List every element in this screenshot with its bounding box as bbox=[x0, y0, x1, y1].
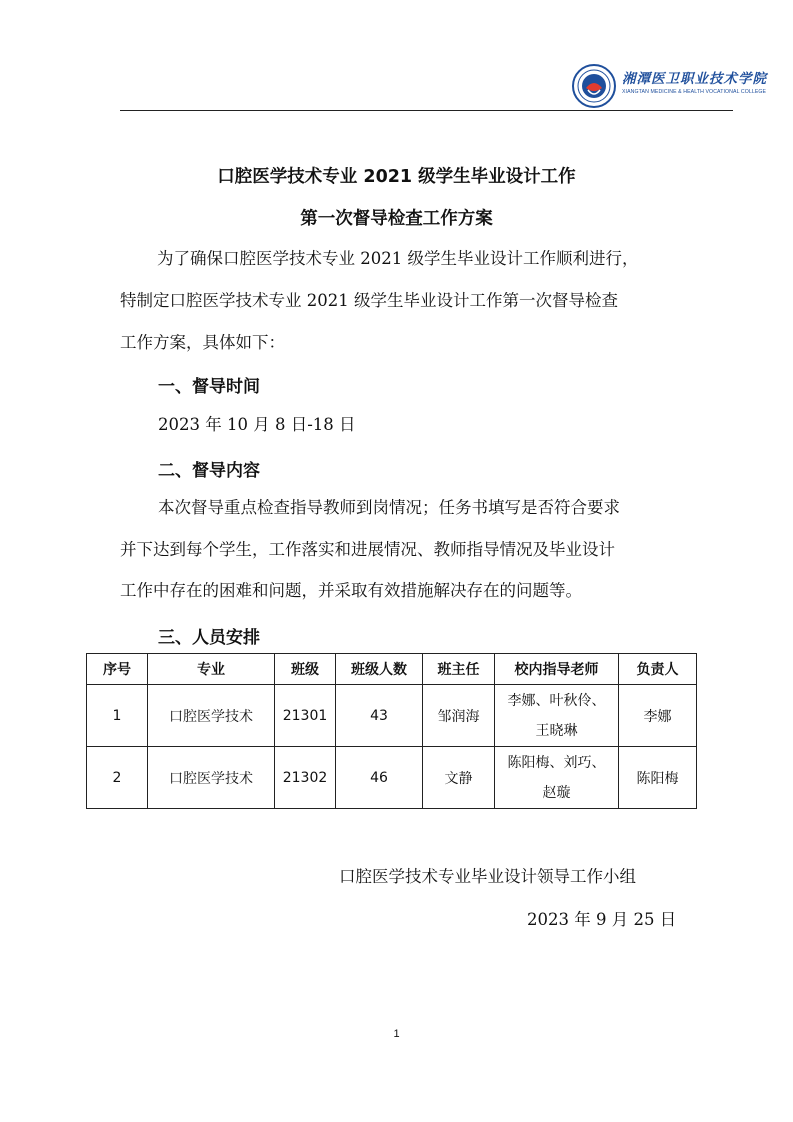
cell-no: 2 bbox=[87, 747, 148, 809]
cell-count: 46 bbox=[336, 747, 423, 809]
header-divider bbox=[120, 110, 733, 111]
cell-leader: 陈阳梅 bbox=[619, 747, 697, 809]
col-header-leader: 负责人 bbox=[619, 654, 697, 685]
mentors-line-1: 陈阳梅、刘巧、 bbox=[507, 754, 606, 771]
school-name-en: XIANGTAN MEDICINE & HEALTH VOCATIONAL COLLEGE bbox=[622, 89, 767, 95]
page-number: 1 bbox=[393, 1028, 400, 1040]
document-title-line1: 口腔医学技术专业 2021 级学生毕业设计工作 bbox=[217, 167, 576, 187]
signature-date: 2023 年 9 月 25 日 bbox=[527, 910, 677, 929]
cell-class: 21301 bbox=[275, 685, 336, 747]
section2-line-1: 本次督导重点检查指导教师到岗情况；任务书填写是否符合要求 bbox=[158, 498, 620, 517]
section1-text: 2023 年 10 月 8 日-18 日 bbox=[158, 415, 356, 434]
col-header-class: 班级 bbox=[275, 654, 336, 685]
school-logo bbox=[572, 64, 616, 108]
col-header-major: 专业 bbox=[148, 654, 275, 685]
mentors-line-2: 赵璇 bbox=[542, 784, 571, 801]
cell-head-teacher: 文静 bbox=[423, 747, 495, 809]
cell-count: 43 bbox=[336, 685, 423, 747]
section3-heading: 三、人员安排 bbox=[158, 628, 260, 648]
cell-class: 21302 bbox=[275, 747, 336, 809]
table-header-row bbox=[87, 654, 697, 685]
section2-line-2: 并下达到每个学生，工作落实和进展情况、教师指导情况及毕业设计 bbox=[120, 540, 615, 559]
intro-line-3: 工作方案，具体如下： bbox=[120, 333, 285, 352]
document-title-line2: 第一次督导检查工作方案 bbox=[300, 209, 493, 229]
col-header-mentors: 校内指导老师 bbox=[495, 654, 619, 685]
cell-major: 口腔医学技术 bbox=[148, 685, 275, 747]
cell-major: 口腔医学技术 bbox=[148, 747, 275, 809]
table-row bbox=[87, 685, 697, 747]
cell-leader: 李娜 bbox=[619, 685, 697, 747]
intro-line-2: 特制定口腔医学技术专业 2021 级学生毕业设计工作第一次督导检查 bbox=[120, 291, 618, 310]
intro-line-1: 为了确保口腔医学技术专业 2021 级学生毕业设计工作顺利进行， bbox=[157, 249, 639, 268]
signature-group: 口腔医学技术专业毕业设计领导工作小组 bbox=[339, 867, 636, 886]
table-row bbox=[87, 747, 697, 809]
cell-mentors bbox=[495, 685, 619, 747]
col-header-no: 序号 bbox=[87, 654, 148, 685]
cell-mentors bbox=[495, 747, 619, 809]
cell-head-teacher: 邹润海 bbox=[423, 685, 495, 747]
cell-no: 1 bbox=[87, 685, 148, 747]
staff-table bbox=[86, 653, 697, 809]
school-name-cn: 湘潭医卫职业技术学院 bbox=[622, 71, 767, 87]
mentors-line-2: 王晓琳 bbox=[535, 722, 578, 739]
section2-heading: 二、督导内容 bbox=[158, 461, 260, 481]
mentors-line-1: 李娜、叶秋伶、 bbox=[507, 692, 606, 709]
col-header-head-teacher: 班主任 bbox=[423, 654, 495, 685]
section1-heading: 一、督导时间 bbox=[158, 377, 260, 397]
section2-line-3: 工作中存在的困难和问题，并采取有效措施解决存在的问题等。 bbox=[120, 581, 582, 600]
col-header-count: 班级人数 bbox=[336, 654, 423, 685]
